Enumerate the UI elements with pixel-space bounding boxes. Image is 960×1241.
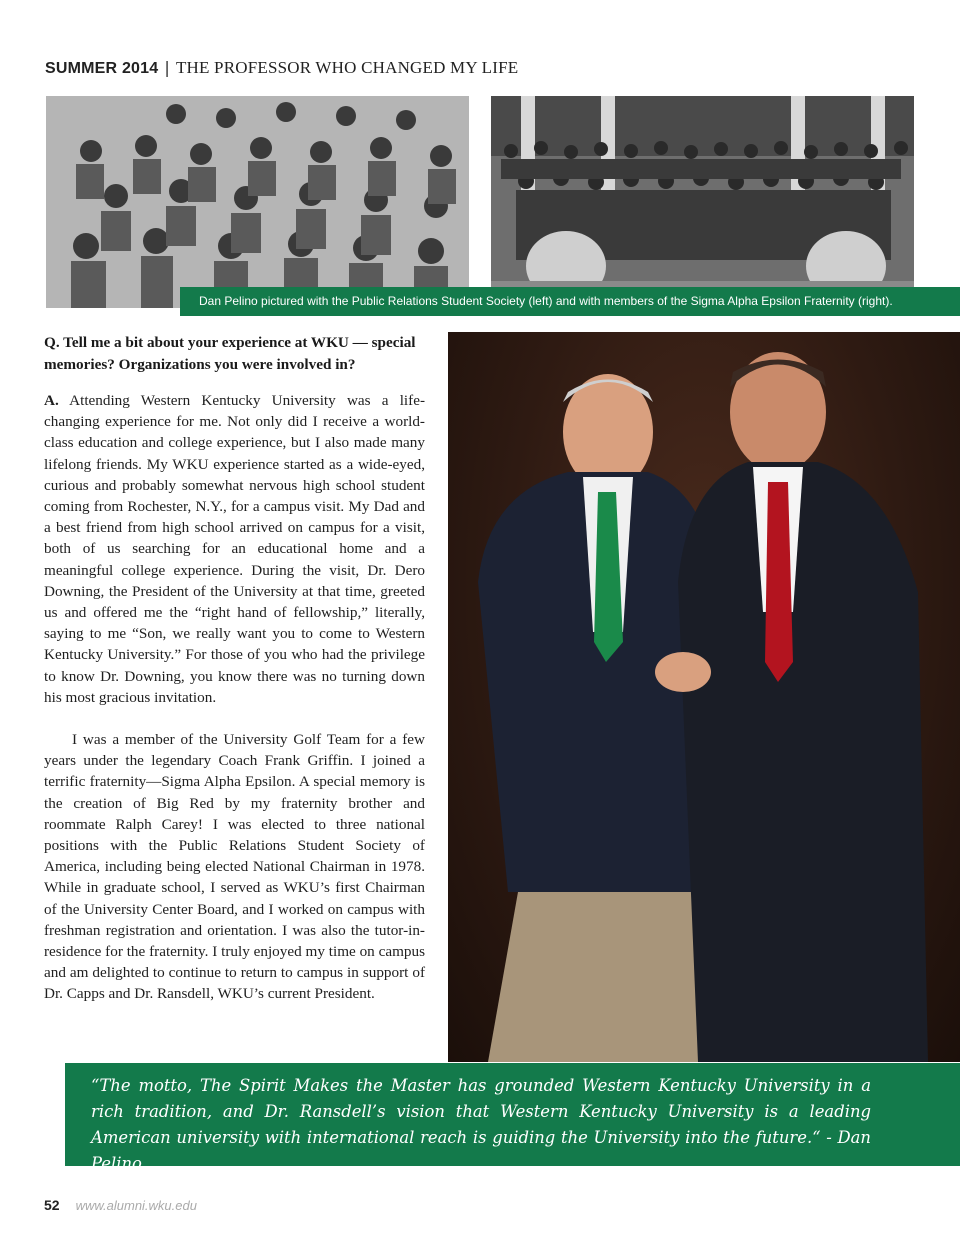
page-footer <box>44 1197 197 1215</box>
answer-paragraph-1 <box>44 390 425 708</box>
interview-question: Q. Tell me a bit about your experience at WKU — special memories? Organizations you were involved in? <box>44 334 416 373</box>
header-separator: | <box>164 58 170 77</box>
pull-quote <box>65 1063 960 1173</box>
website-link[interactable]: www.alumni.wku.edu <box>75 1198 197 1213</box>
quote-body: “The motto, The Spirit Makes the Master has grounded Western Kentucky University in a rich tradition, and Dr. Ransdell’s vision that Western Kentucky University is a leading American university with international reach is guiding the University into the future.“ <box>91 1076 871 1147</box>
pull-quote-text <box>91 1073 871 1177</box>
answer-paragraph-1-text: Attending Western Kentucky University was a life-changing experience for me. Not only did I receive a world-class education and college experience, but I also made many lifelong friends. My WKU experience started as a wide-eyed, curious and probably somewhat nervous high school student coming from Rochester, N.Y., for a campus visit. My Dad and a best friend from high school arrived on campus for a visit, both of us searching for an educational home and a meaningful college experience. During the visit, Dr. Dero Downing, the President of the University at that time, greeted us and offered me the “right hand of fellowship,” literally, saying to me “Son, we really want you to come to Western Kentucky University.” For those of you who had the privilege to know Dr. Downing, you know there was no turning down his most gracious invitation. <box>44 392 425 706</box>
sae-group-photo <box>491 96 914 308</box>
portrait-photo-icon <box>448 332 960 1062</box>
answer-mark: A. <box>44 392 59 409</box>
issue-label: SUMMER 2014 <box>45 60 159 77</box>
handshake-portrait-photo <box>448 332 960 1062</box>
answer-paragraph-2: I was a member of the University Golf Team for a few years under the legendary Coach Frank Griffin. I joined a terrific fraternity—Sigma Alpha Epsilon. A special memory is the creation of Big Red by my fraternity brother and roommate Ralph Carey! I was elected to three national positions with the Public Relations Student Society of America, including being elected National Chairman in 1978. While in graduate school, I served as WKU’s first Chairman of the University Center Board, and I worked on campus with freshman registration and orientation. I was also the tutor-in-residence for the fraternity. I truly enjoyed my time on campus and am delighted to continue to return to campus in support of Dr. Capps and Dr. Ransdell, WKU’s current President. <box>44 731 425 1003</box>
prssa-group-photo <box>46 96 469 308</box>
page-number: 52 <box>44 1197 60 1213</box>
photo-caption: Dan Pelino pictured with the Public Relations Student Society (left) and with members of the Sigma Alpha Epsilon Fraternity (right). <box>180 287 960 316</box>
quote-attribution: - Dan Pelino <box>91 1128 871 1173</box>
group-photo-icon <box>46 96 469 308</box>
section-title: THE PROFESSOR WHO CHANGED MY LIFE <box>175 58 519 77</box>
page-header <box>45 58 518 78</box>
group-photo-icon <box>491 96 914 308</box>
article-body <box>44 390 425 1005</box>
